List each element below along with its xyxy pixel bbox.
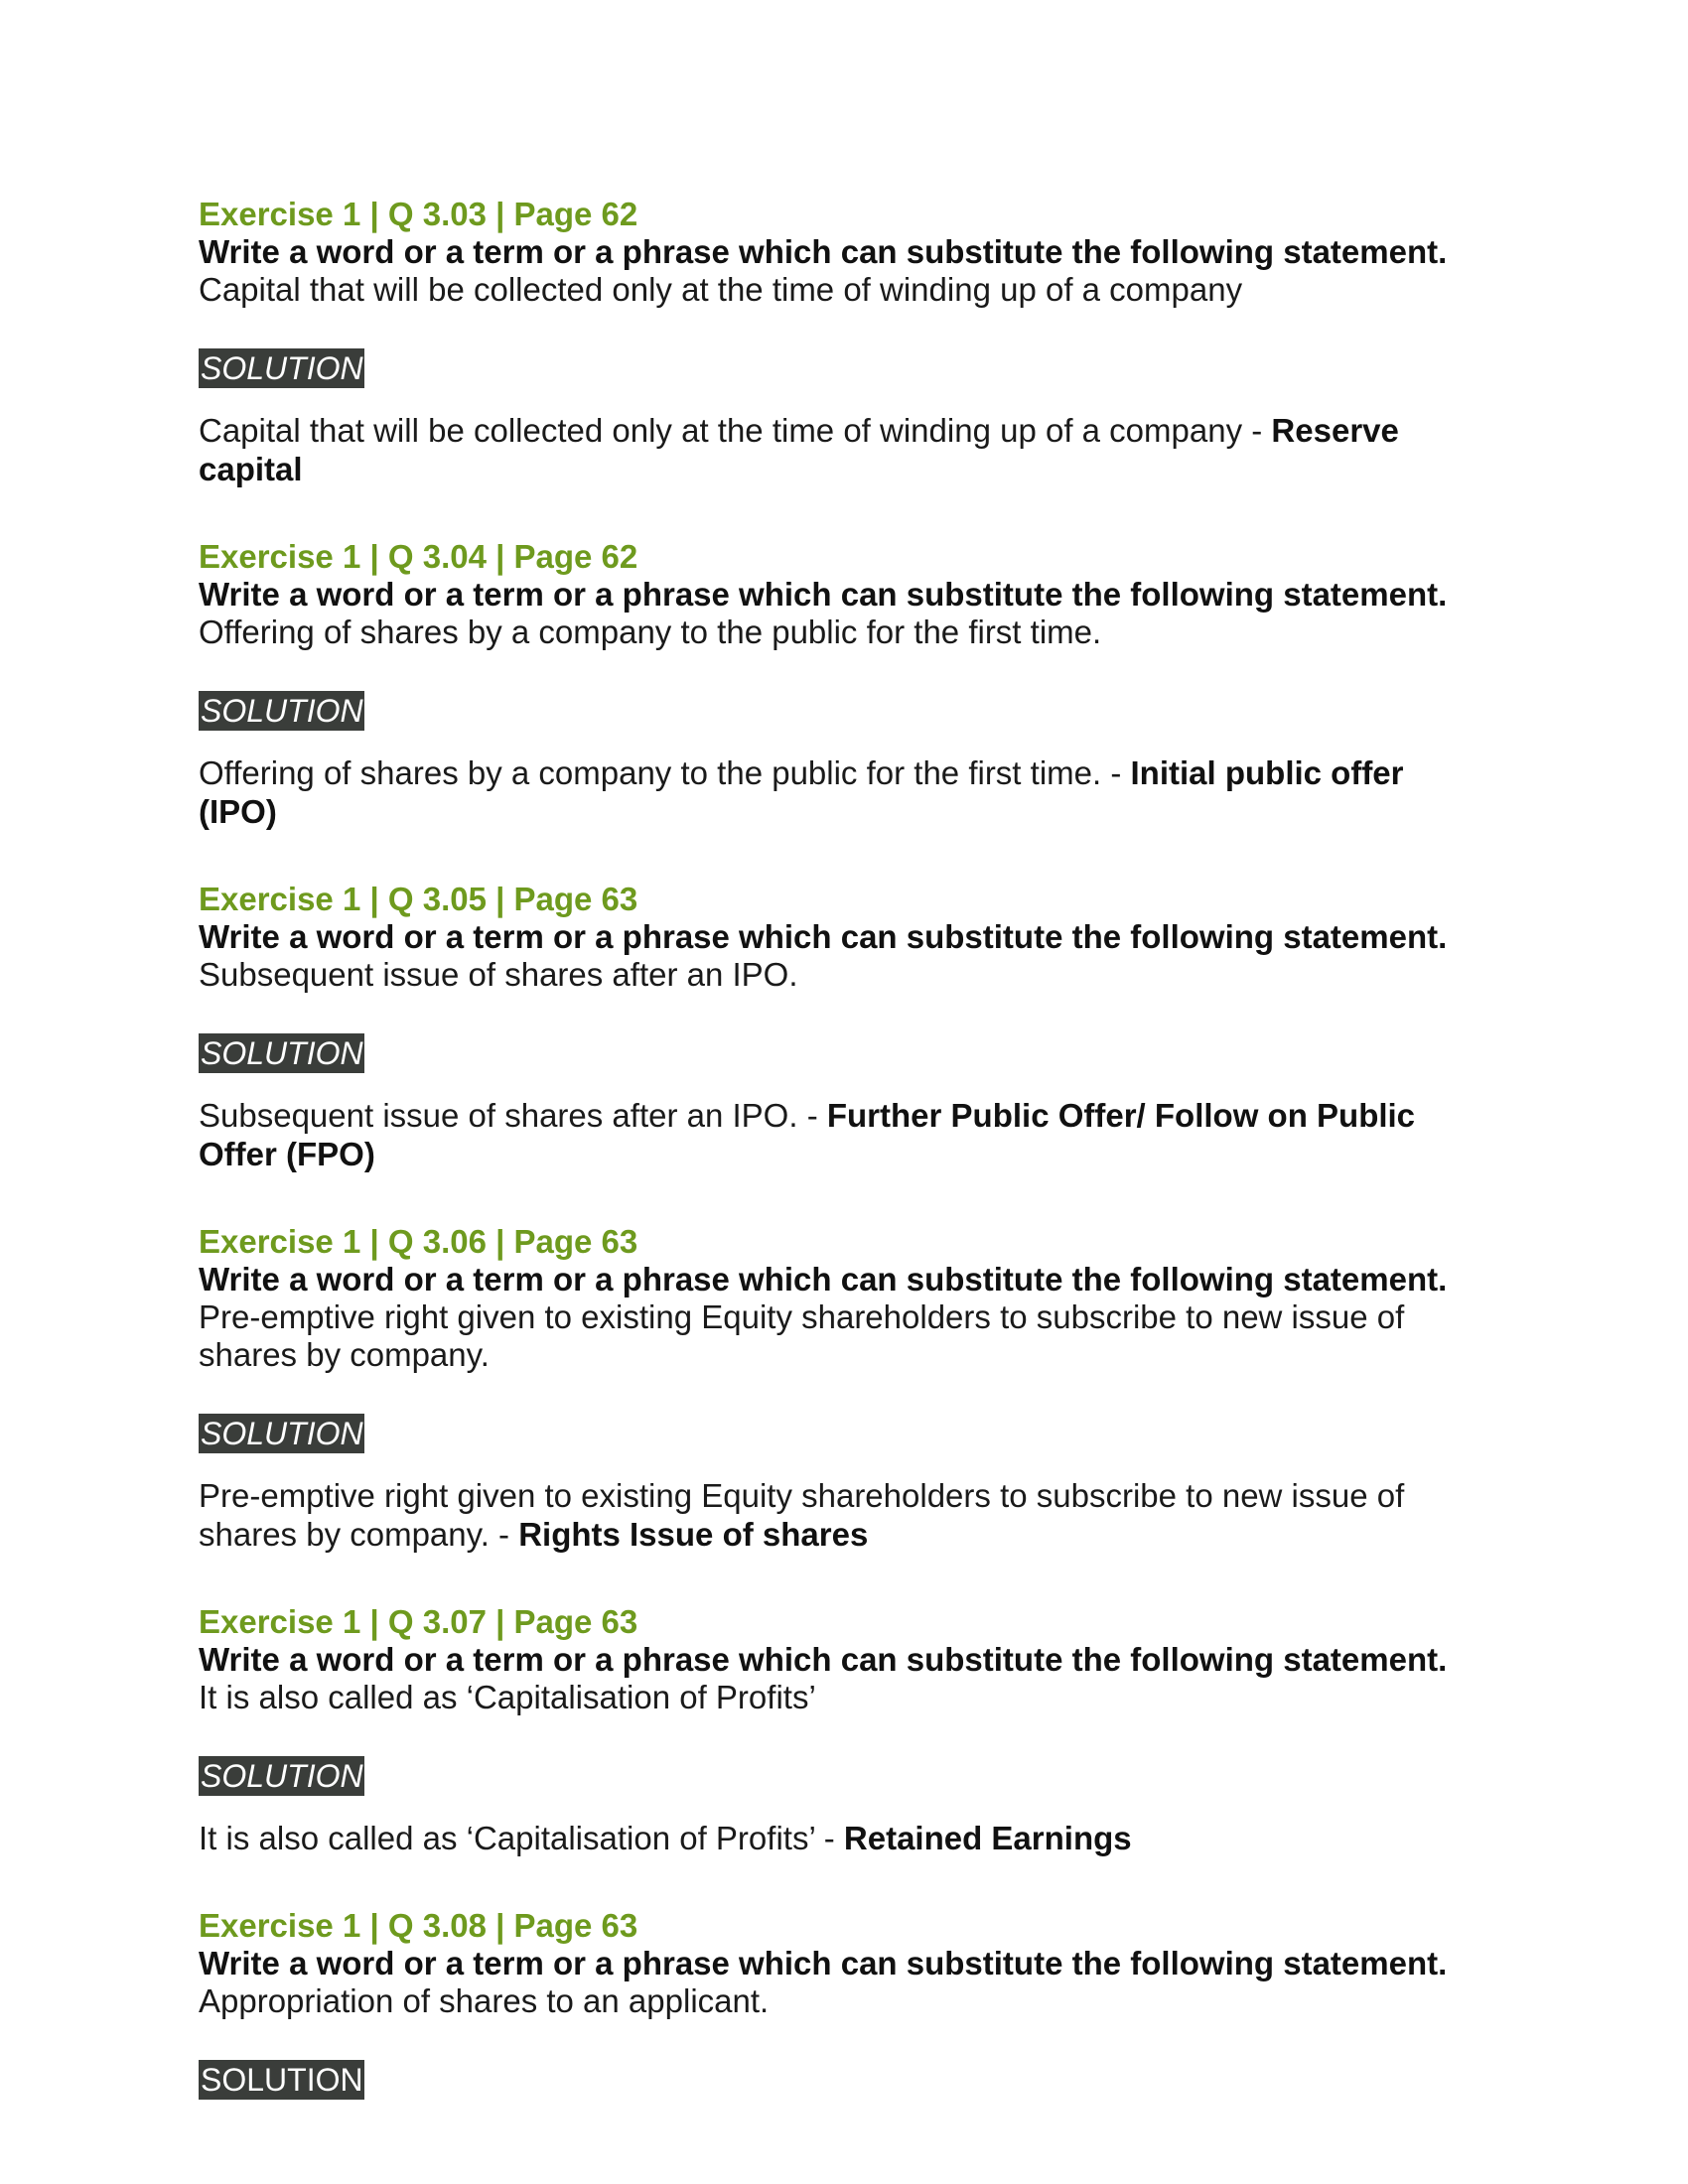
answer-statement: Pre-emptive right given to existing Equity shareholders to subscribe to new issue of shares by company. - (199, 1477, 1405, 1553)
solution-label: SOLUTION (201, 1035, 363, 1071)
answer-text (199, 1819, 1489, 1857)
answer-term: Reserve capital (199, 412, 1399, 487)
exercise-block (199, 880, 1489, 1173)
exercise-block (199, 537, 1489, 831)
question-text: It is also called as ‘Capitalisation of Profits’ (199, 1679, 816, 1715)
solution-label: SOLUTION (201, 1758, 363, 1794)
question-text: Offering of shares by a company to the public for the first time. (199, 614, 1102, 650)
solution-label: SOLUTION (201, 693, 363, 729)
answer-term: Retained Earnings (843, 1820, 1132, 1856)
solution-header (199, 2060, 1489, 2103)
answer-statement: It is also called as ‘Capitalisation of Profits’ - (199, 1820, 844, 1856)
question-text: Subsequent issue of shares after an IPO. (199, 956, 798, 993)
answer-statement: Subsequent issue of shares after an IPO. - (199, 1097, 827, 1134)
exercise-block (199, 195, 1489, 488)
answer-text (199, 1476, 1489, 1554)
solution-header (199, 1033, 1489, 1076)
answer-statement: Offering of shares by a company to the public for the first time. - (199, 754, 1131, 791)
instruction-text: Write a word or a term or a phrase which can substitute the following statement. (199, 1261, 1448, 1297)
question-text: Pre-emptive right given to existing Equity shareholders to subscribe to new issue of shares by company. (199, 1298, 1405, 1373)
answer-term: Rights Issue of shares (518, 1516, 869, 1553)
exercise-heading: Exercise 1 | Q 3.03 | Page 62 (199, 196, 638, 232)
exercise-heading: Exercise 1 | Q 3.08 | Page 63 (199, 1907, 638, 1944)
solution-label: SOLUTION (201, 1416, 363, 1451)
question-text: Capital that will be collected only at the time of winding up of a company (199, 271, 1243, 308)
exercise-heading: Exercise 1 | Q 3.05 | Page 63 (199, 881, 638, 917)
answer-text (199, 753, 1489, 831)
exercise-heading: Exercise 1 | Q 3.06 | Page 63 (199, 1223, 638, 1260)
instruction-text: Write a word or a term or a phrase which can substitute the following statement. (199, 1945, 1448, 1981)
instruction-text: Write a word or a term or a phrase which can substitute the following statement. (199, 576, 1448, 613)
solution-header (199, 1414, 1489, 1456)
answer-text (199, 411, 1489, 488)
answer-term: Initial public offer (IPO) (199, 754, 1404, 830)
exercise-heading: Exercise 1 | Q 3.07 | Page 63 (199, 1603, 638, 1640)
answer-term: Further Public Offer/ Follow on Public Offer (FPO) (199, 1097, 1416, 1172)
answer-text (199, 1096, 1489, 1173)
instruction-text: Write a word or a term or a phrase which can substitute the following statement. (199, 918, 1448, 955)
solution-header (199, 1756, 1489, 1799)
instruction-text: Write a word or a term or a phrase which can substitute the following statement. (199, 233, 1448, 270)
document-body (199, 195, 1489, 2103)
exercise-heading: Exercise 1 | Q 3.04 | Page 62 (199, 538, 638, 575)
solution-header (199, 348, 1489, 391)
exercise-block (199, 1906, 1489, 2103)
solution-label: SOLUTION (201, 350, 363, 386)
question-text: Appropriation of shares to an applicant. (199, 1982, 770, 2019)
solution-header (199, 691, 1489, 734)
instruction-text: Write a word or a term or a phrase which can substitute the following statement. (199, 1641, 1448, 1678)
exercise-block (199, 1602, 1489, 1857)
solution-label: SOLUTION (201, 2062, 363, 2098)
answer-statement: Capital that will be collected only at the time of winding up of a company - (199, 412, 1272, 449)
exercise-block (199, 1222, 1489, 1554)
